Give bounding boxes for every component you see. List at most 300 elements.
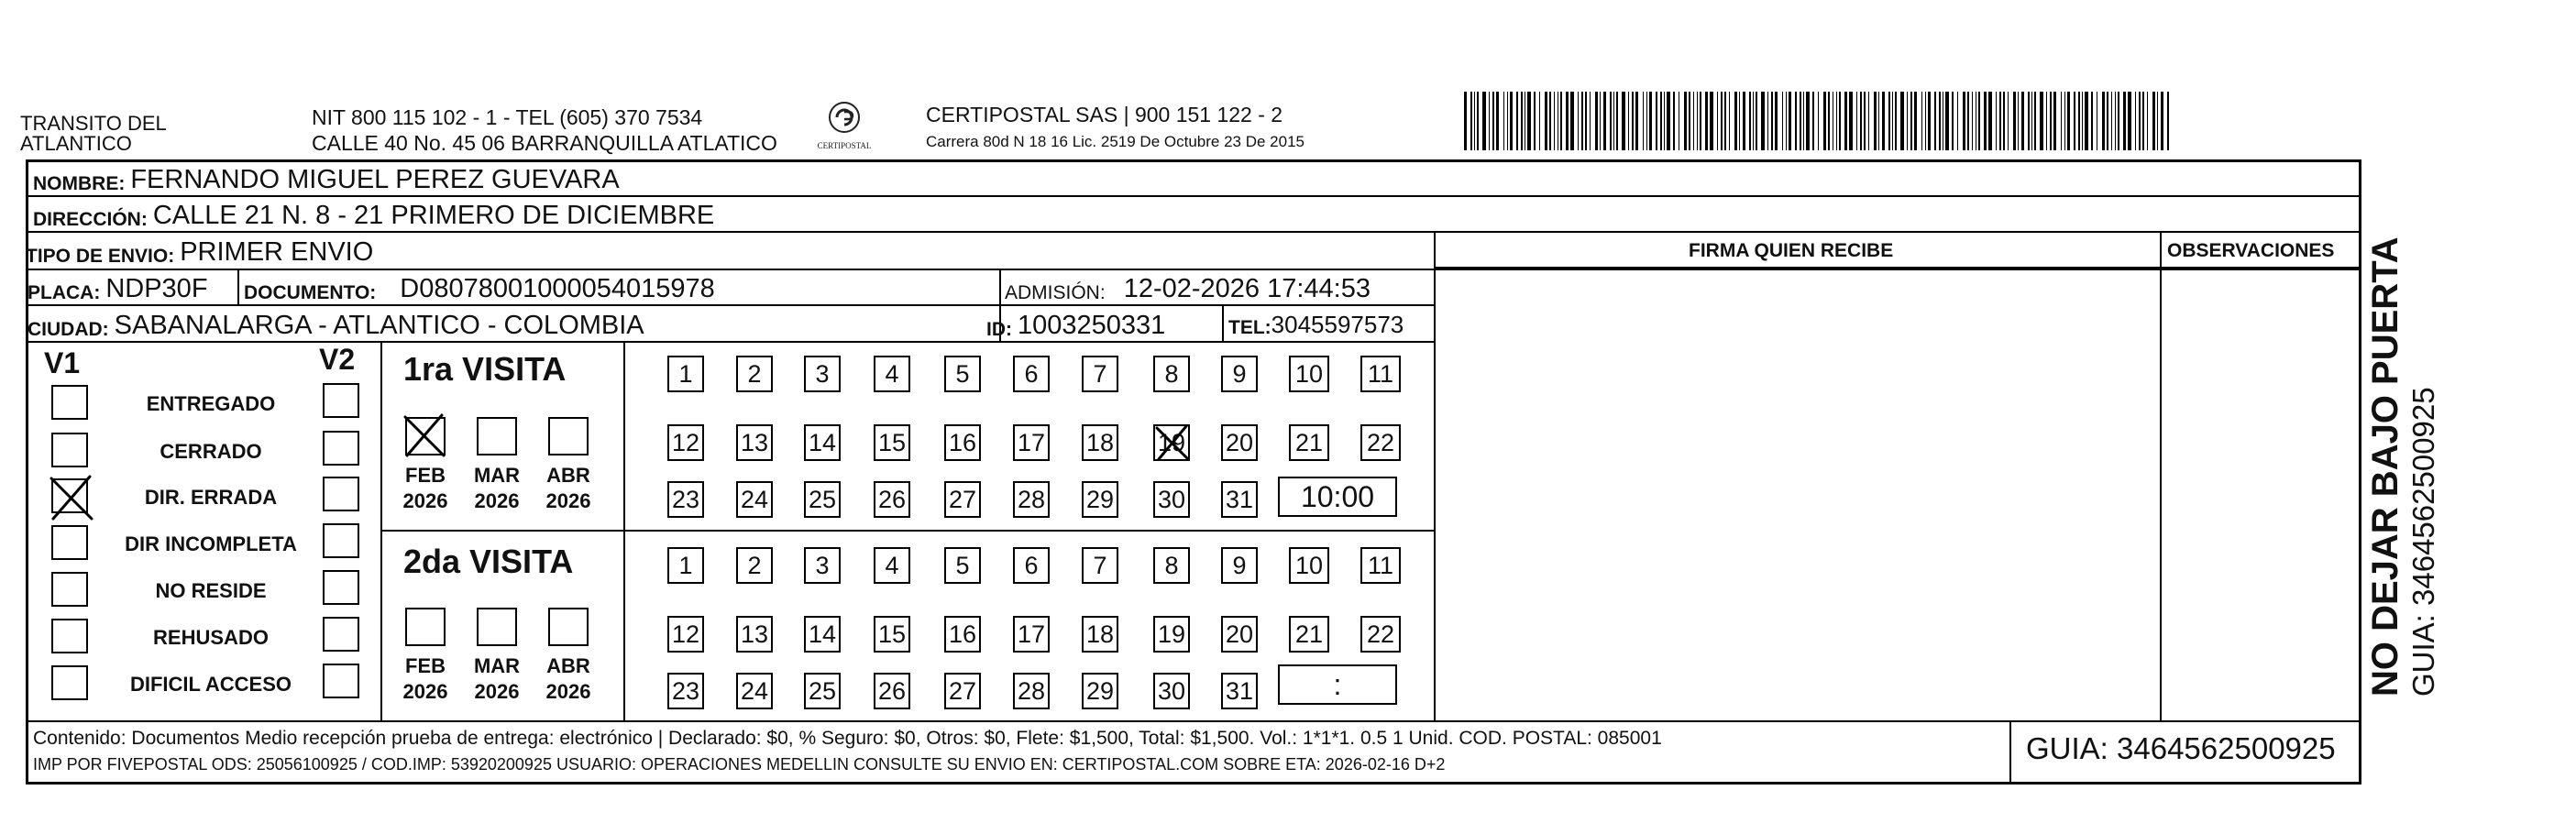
barcode-bar xyxy=(1721,92,1723,150)
day-number: 31 xyxy=(1225,676,1254,705)
barcode-bar xyxy=(2107,92,2108,150)
barcode-bar xyxy=(1643,92,1644,150)
day-box[interactable] xyxy=(1082,424,1118,461)
day-box[interactable] xyxy=(667,424,704,461)
barcode-bar xyxy=(1705,92,1708,150)
barcode-bar xyxy=(1477,92,1479,150)
barcode-bar xyxy=(1700,92,1701,150)
barcode-bar xyxy=(1507,92,1508,150)
day-box[interactable] xyxy=(874,673,910,709)
month-label xyxy=(541,653,596,705)
barcode-bar xyxy=(2003,92,2005,150)
status-v2-checkbox[interactable] xyxy=(323,617,359,652)
barcode-bar xyxy=(2061,92,2062,150)
day-number: 15 xyxy=(877,620,907,648)
day-box[interactable] xyxy=(667,356,704,392)
day-number: 6 xyxy=(1024,359,1039,388)
day-box[interactable] xyxy=(944,481,981,518)
courier-info xyxy=(926,103,1305,151)
barcode-bar xyxy=(1856,92,1857,150)
barcode-bar xyxy=(1771,92,1773,150)
sender-line-1: TRANSITO DEL xyxy=(20,112,167,135)
barcode-bar xyxy=(1566,92,1569,150)
day-number: 4 xyxy=(885,359,899,388)
barcode-bar xyxy=(1839,92,1841,150)
day-box[interactable] xyxy=(1013,481,1050,518)
day-number: 3 xyxy=(815,551,830,579)
barcode-bar xyxy=(1590,92,1591,150)
barcode-bar xyxy=(1786,92,1787,150)
barcode-bar xyxy=(1775,92,1778,150)
ciudad-row xyxy=(28,311,644,341)
day-box[interactable] xyxy=(944,547,981,584)
tel-label: TEL: xyxy=(1228,317,1271,338)
barcode-bar xyxy=(2074,92,2075,150)
month-name: FEB xyxy=(405,464,446,487)
day-box[interactable] xyxy=(1082,616,1118,653)
tipo-envio-row xyxy=(26,237,373,268)
day-number: 20 xyxy=(1225,620,1254,648)
barcode-bar xyxy=(2085,92,2088,150)
barcode-bar xyxy=(1600,92,1601,150)
status-v1-checkbox[interactable] xyxy=(51,385,88,420)
day-box[interactable] xyxy=(1221,481,1258,518)
day-number: 5 xyxy=(955,359,970,388)
day-box[interactable] xyxy=(1153,356,1190,392)
status-v2-checkbox[interactable] xyxy=(323,570,359,605)
day-number: 25 xyxy=(808,676,837,705)
day-number: 1 xyxy=(678,551,693,579)
nombre-row xyxy=(33,165,620,195)
barcode-bar xyxy=(1874,92,1877,150)
day-box[interactable] xyxy=(1013,547,1050,584)
barcode-bar xyxy=(2021,92,2024,150)
day-box[interactable] xyxy=(1360,424,1401,461)
status-v1-checkbox[interactable] xyxy=(51,433,88,467)
barcode-bar xyxy=(1972,92,1973,150)
barcode-bar xyxy=(1635,92,1638,150)
barcode-bar xyxy=(1984,92,1987,150)
footer-contents-line: Contenido: Documentos Medio recepción prueba de entrega: electrónico | Declarado: $0, % Seguro: $0, Otros: $0, Flete: $1,500, Total: $1,500. Vol.: 1*1*1. 0.5 1 Unid. COD. POSTAL: 085001 xyxy=(33,728,1662,749)
barcode-bar xyxy=(1795,92,1797,150)
day-box[interactable] xyxy=(1221,424,1258,461)
day-box[interactable] xyxy=(1013,356,1050,392)
barcode-bar xyxy=(1988,92,1992,150)
day-box[interactable] xyxy=(736,481,773,518)
day-box[interactable] xyxy=(804,356,841,392)
day-box[interactable] xyxy=(874,616,910,653)
day-box[interactable] xyxy=(667,616,704,653)
month-checkbox[interactable] xyxy=(405,417,446,455)
courier-line-2: Carrera 80d N 18 16 Lic. 2519 De Octubre 23 De 2015 xyxy=(926,133,1305,150)
barcode-bar xyxy=(1945,92,1949,150)
barcode-bar xyxy=(2167,92,2169,150)
direccion-row xyxy=(33,201,714,231)
status-label: CERRADO xyxy=(160,440,262,463)
day-number: 21 xyxy=(1294,620,1324,648)
first-visit-time[interactable]: 10:00 xyxy=(1278,477,1397,517)
x-mark-icon xyxy=(1153,422,1192,469)
barcode-bar xyxy=(1603,92,1606,150)
month-name: FEB xyxy=(405,654,446,677)
barcode-bar xyxy=(2118,92,2119,150)
status-label: DIFICIL ACCESO xyxy=(129,673,292,696)
day-box[interactable] xyxy=(1013,616,1050,653)
month-year: 2026 xyxy=(402,489,448,512)
day-box[interactable] xyxy=(804,673,841,709)
day-box[interactable] xyxy=(736,547,773,584)
day-number: 28 xyxy=(1017,485,1046,513)
barcode-bar xyxy=(1503,92,1504,150)
status-v1-checkbox[interactable] xyxy=(51,478,88,513)
day-box[interactable] xyxy=(1153,547,1190,584)
barcode-bar xyxy=(1482,92,1486,150)
day-number: 12 xyxy=(671,428,700,456)
barcode-bar xyxy=(1789,92,1791,150)
barcode-bar xyxy=(1928,92,1931,150)
status-v2-checkbox[interactable] xyxy=(323,523,359,558)
barcode-bar xyxy=(1756,92,1757,150)
barcode-bar xyxy=(1622,92,1625,150)
day-number: 25 xyxy=(808,485,837,513)
day-box[interactable] xyxy=(1289,547,1329,584)
barcode-bar xyxy=(1521,92,1523,150)
observaciones-header: OBSERVACIONES xyxy=(2167,240,2335,261)
day-number: 23 xyxy=(671,485,700,513)
day-box[interactable] xyxy=(1013,673,1050,709)
firma-header: FIRMA QUIEN RECIBE xyxy=(1689,240,1894,261)
day-number: 29 xyxy=(1085,485,1115,513)
barcode-bar xyxy=(1549,92,1551,150)
barcode-bar xyxy=(2139,92,2141,150)
status-label: NO RESIDE xyxy=(155,579,267,602)
day-number: 10 xyxy=(1294,551,1324,579)
day-box[interactable] xyxy=(804,424,841,461)
barcode-bar xyxy=(2040,92,2043,150)
day-number: 30 xyxy=(1157,676,1186,705)
tipo-envio-label: TIPO DE ENVIO: xyxy=(26,246,175,267)
day-box[interactable] xyxy=(1289,424,1329,461)
x-mark-icon xyxy=(48,473,95,522)
barcode-bar xyxy=(2050,92,2052,150)
barcode-bar xyxy=(1656,92,1657,150)
admision-label: ADMISIÓN: xyxy=(1005,282,1106,303)
month-checkbox[interactable] xyxy=(477,417,517,455)
day-number: 31 xyxy=(1225,485,1254,513)
barcode-bar xyxy=(1999,92,2001,150)
day-number: 20 xyxy=(1225,428,1254,456)
placa-label: PLACA: xyxy=(28,282,101,303)
placa-value: NDP30F xyxy=(105,274,208,303)
certipostal-logo xyxy=(812,99,876,154)
barcode-bar xyxy=(2157,92,2158,150)
day-number: 11 xyxy=(1367,359,1394,388)
barcode-bar xyxy=(2067,92,2070,150)
barcode-bar xyxy=(2031,92,2032,150)
second-visit-time[interactable]: : xyxy=(1278,664,1397,705)
day-box[interactable] xyxy=(804,616,841,653)
barcode-bar xyxy=(1739,92,1740,150)
barcode-bar xyxy=(1649,92,1652,150)
day-number: 28 xyxy=(1017,676,1046,705)
barcode-bar xyxy=(1560,92,1562,150)
direccion-label: DIRECCIÓN: xyxy=(33,209,148,230)
barcode-bar xyxy=(2135,92,2136,150)
barcode-bar xyxy=(1510,92,1513,150)
status-v1-checkbox[interactable] xyxy=(51,572,88,607)
barcode-bar xyxy=(1632,92,1634,150)
barcode-bar xyxy=(1767,92,1768,150)
day-box[interactable] xyxy=(1221,356,1258,392)
month-checkbox[interactable] xyxy=(405,608,446,646)
x-mark-icon xyxy=(402,412,447,459)
barcode-bar xyxy=(1534,92,1536,150)
barcode-bar xyxy=(1888,92,1890,150)
barcode-bar xyxy=(1868,92,1869,150)
status-v2-checkbox[interactable] xyxy=(323,664,359,698)
barcode-bar xyxy=(1849,92,1853,150)
sender-line-2: ATLANTICO xyxy=(20,132,132,155)
day-box[interactable] xyxy=(1082,673,1118,709)
barcode-bar xyxy=(1717,92,1718,150)
day-number: 8 xyxy=(1164,359,1179,388)
barcode-bar xyxy=(1952,92,1954,150)
day-number: 5 xyxy=(955,551,970,579)
day-box[interactable] xyxy=(1221,673,1258,709)
barcode-bar xyxy=(1516,92,1518,150)
status-v1-checkbox[interactable] xyxy=(51,619,88,653)
day-box[interactable] xyxy=(1153,616,1190,653)
status-v2-checkbox[interactable] xyxy=(323,383,359,418)
barcode-bar xyxy=(1673,92,1675,150)
barcode-bar xyxy=(1474,92,1475,150)
documento-label: DOCUMENTO: xyxy=(244,282,377,303)
day-box[interactable] xyxy=(874,424,910,461)
day-number: 29 xyxy=(1085,676,1115,705)
status-label: REHUSADO xyxy=(153,626,269,649)
day-box[interactable] xyxy=(874,481,910,518)
day-box[interactable] xyxy=(1360,356,1401,392)
barcode-bar xyxy=(1613,92,1614,150)
v1-label: V1 xyxy=(44,346,81,379)
barcode-bar xyxy=(1967,92,1969,150)
day-box[interactable] xyxy=(944,424,981,461)
barcode-bar xyxy=(1660,92,1662,150)
barcode-bar xyxy=(1800,92,1801,150)
barcode xyxy=(1464,92,2181,150)
day-box[interactable] xyxy=(667,547,704,584)
day-box[interactable] xyxy=(1221,547,1258,584)
barcode-bar xyxy=(1496,92,1499,150)
barcode-bar xyxy=(1803,92,1804,150)
day-number: 14 xyxy=(808,620,837,648)
day-number: 12 xyxy=(671,620,700,648)
day-box[interactable] xyxy=(736,673,773,709)
day-box[interactable] xyxy=(944,616,981,653)
day-number: 22 xyxy=(1366,428,1395,456)
barcode-bar xyxy=(1782,92,1783,150)
day-number: 11 xyxy=(1367,551,1394,579)
barcode-bar xyxy=(1628,92,1629,150)
day-box[interactable] xyxy=(874,356,910,392)
day-number: 2 xyxy=(747,359,762,388)
day-number: 13 xyxy=(740,620,769,648)
address-line: CALLE 40 No. 45 06 BARRANQUILLA ATLATICO xyxy=(312,131,777,155)
day-number: 7 xyxy=(1093,551,1107,579)
day-box[interactable] xyxy=(667,673,704,709)
month-checkbox[interactable] xyxy=(548,417,589,455)
barcode-bar xyxy=(1844,92,1847,150)
nombre-value: FERNANDO MIGUEL PEREZ GUEVARA xyxy=(130,165,620,194)
day-number: 4 xyxy=(885,551,899,579)
direccion-value: CALLE 21 N. 8 - 21 PRIMERO DE DICIEMBRE xyxy=(152,201,715,230)
v2-label: V2 xyxy=(319,343,356,376)
barcode-bar xyxy=(1812,92,1814,150)
barcode-bar xyxy=(1693,92,1694,150)
placa-row xyxy=(28,274,208,304)
day-number: 18 xyxy=(1085,620,1115,648)
day-box[interactable] xyxy=(1082,547,1118,584)
day-box[interactable] xyxy=(874,547,910,584)
barcode-bar xyxy=(1578,92,1579,150)
day-number: 18 xyxy=(1085,428,1115,456)
day-number: 2 xyxy=(747,551,762,579)
barcode-bar xyxy=(1749,92,1751,150)
barcode-bar xyxy=(1818,92,1819,150)
barcode-bar xyxy=(1664,92,1665,150)
day-box[interactable] xyxy=(1360,547,1401,584)
barcode-bar xyxy=(2115,92,2116,150)
barcode-bar xyxy=(1878,92,1879,150)
barcode-bar xyxy=(2064,92,2065,150)
ciudad-value: SABANALARGA - ATLANTICO - COLOMBIA xyxy=(114,311,644,340)
barcode-bar xyxy=(1539,92,1540,150)
barcode-bar xyxy=(1900,92,1904,150)
barcode-bar xyxy=(1492,92,1494,150)
barcode-bar xyxy=(1710,92,1713,150)
day-number: 7 xyxy=(1093,359,1107,388)
barcode-bar xyxy=(2142,92,2144,150)
sender-contact xyxy=(312,104,777,156)
barcode-bar xyxy=(2008,92,2009,150)
documento-value: D08078001000054015978 xyxy=(400,274,715,303)
barcode-bar xyxy=(2091,92,2093,150)
day-number: 1 xyxy=(678,359,693,388)
side-guia: GUIA: 3464562500925 xyxy=(2406,387,2440,697)
status-v2-checkbox[interactable] xyxy=(323,431,359,466)
month-checkbox[interactable] xyxy=(477,608,517,646)
day-number: 23 xyxy=(671,676,700,705)
barcode-bar xyxy=(1689,92,1690,150)
day-box[interactable] xyxy=(804,481,841,518)
day-box[interactable] xyxy=(736,356,773,392)
day-box[interactable] xyxy=(944,673,981,709)
day-box[interactable] xyxy=(804,547,841,584)
day-box[interactable] xyxy=(1153,673,1190,709)
day-box[interactable] xyxy=(1153,481,1190,518)
barcode-bar xyxy=(1761,92,1765,150)
month-label xyxy=(469,463,524,514)
barcode-bar xyxy=(1823,92,1826,150)
status-label: DIR. ERRADA xyxy=(144,486,278,509)
day-box[interactable] xyxy=(1153,424,1190,461)
day-number: 8 xyxy=(1164,551,1179,579)
tel-value: 3045597573 xyxy=(1271,311,1404,338)
day-box[interactable] xyxy=(1360,616,1401,653)
barcode-bar xyxy=(2152,92,2155,150)
day-number: 21 xyxy=(1294,428,1324,456)
day-number: 14 xyxy=(808,428,837,456)
day-number: 3 xyxy=(815,359,830,388)
nit-line: NIT 800 115 102 - 1 - TEL (605) 370 7534 xyxy=(312,105,703,129)
day-number: 24 xyxy=(740,676,769,705)
day-box[interactable] xyxy=(1082,481,1118,518)
barcode-bar xyxy=(1864,92,1866,150)
month-label xyxy=(398,653,453,705)
barcode-bar xyxy=(2078,92,2080,150)
barcode-bar xyxy=(1828,92,1830,150)
barcode-bar xyxy=(1753,92,1754,150)
barcode-bar xyxy=(1570,92,1574,150)
footer-print-line: IMP POR FIVEPOSTAL ODS: 25056100925 / COD.IMP: 53920200925 USUARIO: OPERACIONES MEDELLIN CONSULTE SU ENVIO EN: CERTIPOSTAL.COM SOBRE ETA: 2026-02-16 D+2 xyxy=(33,755,1446,774)
day-number: 19 xyxy=(1157,428,1186,456)
barcode-bar xyxy=(2053,92,2056,150)
day-box[interactable] xyxy=(736,616,773,653)
day-number: 17 xyxy=(1017,428,1046,456)
month-name: MAR xyxy=(473,654,521,677)
barcode-bar xyxy=(1585,92,1587,150)
nombre-label: NOMBRE: xyxy=(33,173,126,194)
barcode-bar xyxy=(2161,92,2163,150)
day-number: 6 xyxy=(1024,551,1039,579)
barcode-bar xyxy=(1489,92,1490,150)
status-v2-checkbox[interactable] xyxy=(323,477,359,511)
barcode-bar xyxy=(1914,92,1917,150)
day-box[interactable] xyxy=(1013,424,1050,461)
barcode-bar xyxy=(1734,92,1737,150)
day-box[interactable] xyxy=(1289,356,1329,392)
barcode-bar xyxy=(1910,92,1912,150)
day-box[interactable] xyxy=(1221,616,1258,653)
courier-line-1: CERTIPOSTAL SAS | 900 151 122 - 2 xyxy=(926,103,1283,126)
status-v1-checkbox[interactable] xyxy=(51,525,88,560)
barcode-bar xyxy=(2018,92,2019,150)
status-label: DIR INCOMPLETA xyxy=(125,532,297,555)
status-v1-checkbox[interactable] xyxy=(51,665,88,700)
barcode-bar xyxy=(1860,92,1862,150)
day-box[interactable] xyxy=(944,356,981,392)
barcode-bar xyxy=(1934,92,1936,150)
day-box[interactable] xyxy=(667,481,704,518)
barcode-bar xyxy=(1806,92,1810,150)
barcode-bar xyxy=(1882,92,1885,150)
barcode-bar xyxy=(1925,92,1926,150)
barcode-bar xyxy=(1743,92,1745,150)
barcode-bar xyxy=(1892,92,1893,150)
month-checkbox[interactable] xyxy=(548,608,589,646)
day-box[interactable] xyxy=(736,424,773,461)
barcode-bar xyxy=(1470,92,1472,150)
month-year: 2026 xyxy=(545,680,591,703)
day-box[interactable] xyxy=(1082,356,1118,392)
barcode-bar xyxy=(1616,92,1618,150)
barcode-bar xyxy=(2147,92,2148,150)
day-box[interactable] xyxy=(1289,616,1329,653)
day-number: 10 xyxy=(1294,359,1324,388)
barcode-bar xyxy=(1527,92,1531,150)
delivery-form xyxy=(26,159,2361,785)
barcode-bar xyxy=(1697,92,1698,150)
